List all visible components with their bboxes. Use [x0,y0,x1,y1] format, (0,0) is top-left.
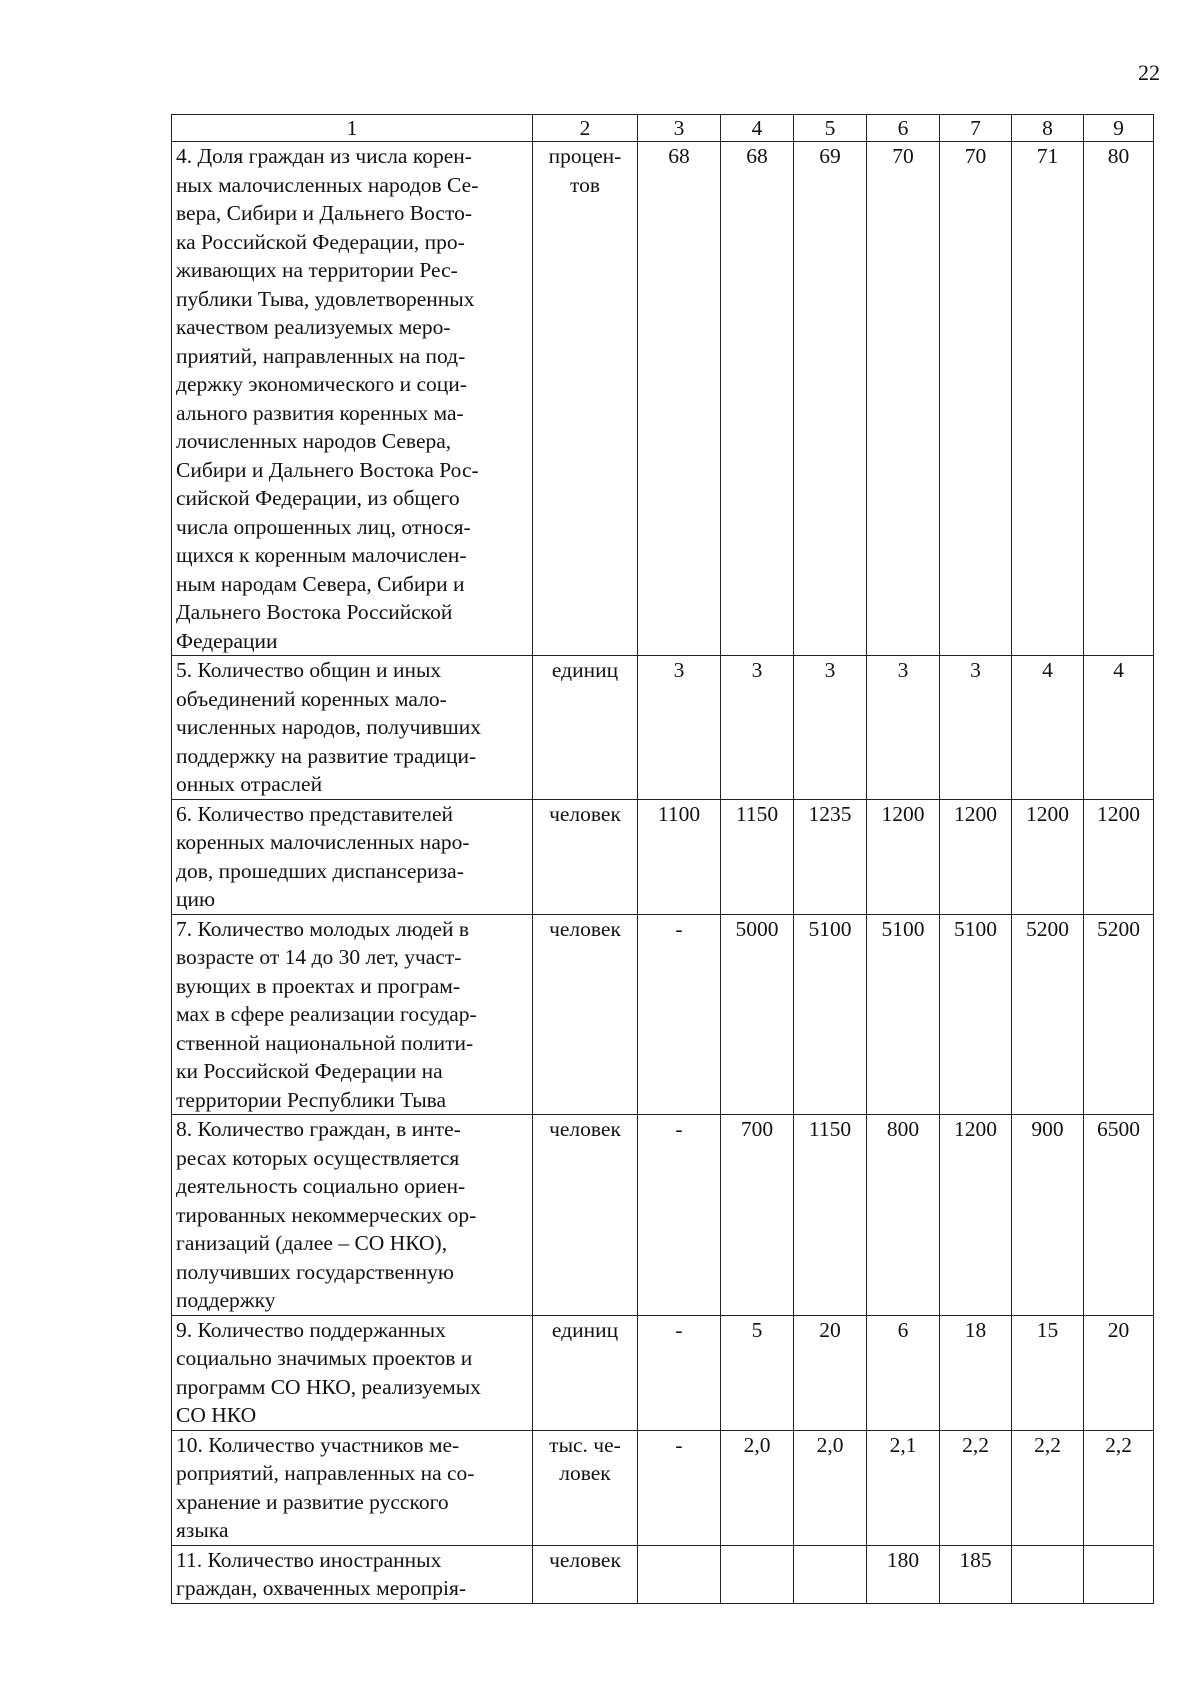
column-number: 2 [533,115,638,142]
value-cell: 3 [794,656,867,800]
page-number: 22 [1138,60,1160,85]
value-cell: 5200 [1012,914,1084,1115]
unit-cell [533,1115,638,1316]
indicator-name-line: цию [176,887,216,911]
value-cell: 5100 [794,914,867,1115]
indicator-name-line: Сибири и Дальнего Востока Рос- [176,457,479,482]
indicator-name-line: возрасте от 14 до 30 лет, участ- [176,945,462,969]
value-cell: 68 [721,142,794,656]
unit-line: процен- [548,144,622,168]
value-cell: 5100 [940,914,1012,1115]
value-cell: 2,2 [1012,1430,1084,1545]
indicator-name-line: Федерации [176,628,278,653]
column-number: 1 [172,115,533,142]
value-cell: 185 [940,1545,1012,1603]
value-cell: 70 [867,142,940,656]
indicator-name-line: приятий, направленных на под- [176,343,466,368]
value-cell: 4 [1084,656,1154,800]
value-cell: 3 [940,656,1012,800]
indicator-name-line: роприятий, направленных на со- [176,1461,475,1485]
indicator-name-line: ным народам Севера, Сибири и [176,571,465,596]
table-row [172,142,1154,656]
indicator-name-line: 5. Количество общин и иных [176,658,442,682]
value-cell: 20 [794,1315,867,1430]
value-cell: 18 [940,1315,1012,1430]
value-cell: 4 [1012,656,1084,800]
indicator-name-line: Дальнего Востока Российской [176,600,453,624]
indicator-name-line: поддержку [176,1288,276,1312]
indicator-name-line: держку экономического и соци- [176,372,467,396]
table-row [172,799,1154,914]
unit-cell [533,799,638,914]
column-number: 5 [794,115,867,142]
indicator-name-line: числа опрошенных лиц, относя- [176,514,471,539]
indicator-name-cell [172,656,533,800]
indicator-name-line: языка [176,1518,229,1542]
indicator-name-line: получивших государственную [176,1259,454,1284]
value-cell: 6500 [1084,1115,1154,1316]
indicator-name-cell [172,1115,533,1316]
unit-line: тов [569,172,600,197]
indicator-name-line: 10. Количество участников ме- [176,1432,460,1457]
unit-cell [533,142,638,656]
table-row [172,1545,1154,1603]
unit-line: человек [549,1117,621,1141]
column-number: 6 [867,115,940,142]
indicator-name-cell [172,1430,533,1545]
indicator-name-line: граждан, охваченных меропрія- [176,1576,467,1600]
indicator-name-line: ственной национальной полити- [176,1030,474,1055]
indicator-name-line: ных малочисленных народов Се- [176,172,479,197]
value-cell: 80 [1084,142,1154,656]
indicator-name-line: 7. Количество молодых людей в [176,916,470,941]
unit-line: единиц [551,658,619,682]
value-cell: 3 [638,656,721,800]
indicator-name-line: дов, прошедших диспансериза- [176,858,464,883]
value-cell: 3 [721,656,794,800]
value-cell: 70 [940,142,1012,656]
indicator-name-cell [172,1545,533,1603]
value-cell: 20 [1084,1315,1154,1430]
value-cell: 1150 [794,1115,867,1316]
value-cell [794,1545,867,1603]
indicator-name-line: 4. Доля граждан из числа корен- [176,144,472,168]
unit-line: человек [549,801,621,826]
value-cell: 1200 [1084,799,1154,914]
value-cell [721,1545,794,1603]
value-cell [1084,1545,1154,1603]
value-cell: 1200 [940,799,1012,914]
value-cell: 1200 [867,799,940,914]
column-number: 3 [638,115,721,142]
column-number: 7 [940,115,1012,142]
unit-cell [533,1430,638,1545]
value-cell: 2,2 [940,1430,1012,1545]
table-row [172,1315,1154,1430]
column-number: 8 [1012,115,1084,142]
indicator-name-line: 9. Количество поддержанных [176,1317,446,1342]
indicator-name-line: ки Российской Федерации на [176,1059,443,1083]
column-number: 9 [1084,115,1154,142]
unit-line: тыс. че- [549,1432,621,1457]
indicator-name-line: территории Республики Тыва [176,1087,447,1112]
value-cell: 1235 [794,799,867,914]
value-cell: 700 [721,1115,794,1316]
value-cell: 68 [638,142,721,656]
table-row [172,1115,1154,1316]
indicator-name-line: СО НКО [176,1403,257,1427]
value-cell: - [638,1430,721,1545]
value-cell: - [638,1315,721,1430]
unit-cell [533,656,638,800]
indicator-name-line: ального развития коренных ма- [176,400,464,425]
indicator-name-line: живающих на территории Рес- [176,258,458,282]
indicator-name-line: лочисленных народов Севера, [176,429,452,453]
indicator-name-cell [172,799,533,914]
value-cell: 2,2 [1084,1430,1154,1545]
column-number-row [172,115,1154,142]
indicator-name-line: ка Российской Федерации, про- [176,229,465,254]
indicator-name-line: объединений коренных мало- [176,686,447,711]
value-cell [1012,1545,1084,1603]
table-row [172,1430,1154,1545]
unit-cell [533,1545,638,1603]
value-cell: 5000 [721,914,794,1115]
indicator-name-line: 11. Количество иностранных [176,1547,442,1572]
indicator-name-line: сийской Федерации, из общего [176,486,460,510]
value-cell: - [638,914,721,1115]
value-cell: 1200 [1012,799,1084,914]
value-cell: 1150 [721,799,794,914]
indicator-name-line: вера, Сибири и Дальнего Восто- [176,201,472,225]
indicator-name-cell [172,142,533,656]
value-cell: 2,1 [867,1430,940,1545]
indicator-name-line: 6. Количество представителей [176,801,454,826]
indicator-name-line: коренных малочисленных наро- [176,830,470,854]
indicator-name-line: мах в сфере реализации государ- [176,1002,477,1026]
column-number: 4 [721,115,794,142]
value-cell: 5100 [867,914,940,1115]
unit-line: человек [549,1547,621,1572]
indicator-name-line: тированных некоммерческих ор- [176,1202,477,1227]
value-cell: 15 [1012,1315,1084,1430]
unit-line: единиц [551,1317,619,1342]
value-cell: 1100 [638,799,721,914]
value-cell: 3 [867,656,940,800]
value-cell: 180 [867,1545,940,1603]
value-cell: - [638,1115,721,1316]
value-cell: 1200 [940,1115,1012,1316]
value-cell [638,1545,721,1603]
indicator-name-line: онных отраслей [176,772,323,796]
value-cell: 900 [1012,1115,1084,1316]
value-cell: 2,0 [794,1430,867,1545]
indicator-name-line: 8. Количество граждан, в инте- [176,1117,461,1141]
indicators-table [171,114,1154,1604]
indicator-name-cell [172,1315,533,1430]
unit-line: человек [549,916,621,941]
value-cell: 71 [1012,142,1084,656]
indicator-name-line: социально значимых проектов и [176,1346,473,1370]
value-cell: 69 [794,142,867,656]
indicator-name-line: ресах которых осуществляется [176,1145,460,1170]
indicator-name-line: публики Тыва, удовлетворенных [176,286,475,311]
unit-cell [533,914,638,1115]
unit-cell [533,1315,638,1430]
indicator-name-line: качеством реализуемых меро- [176,315,451,339]
value-cell: 5 [721,1315,794,1430]
table-row [172,656,1154,800]
indicator-name-line: поддержку на развитие традици- [176,743,477,768]
value-cell: 2,0 [721,1430,794,1545]
value-cell: 6 [867,1315,940,1430]
indicator-name-line: вующих в проектах и програм- [176,973,461,998]
indicator-name-line: хранение и развитие русского [176,1489,449,1514]
indicator-name-line: программ СО НКО, реализуемых [176,1374,481,1399]
table-row [172,914,1154,1115]
unit-line: ловек [559,1461,611,1485]
value-cell: 800 [867,1115,940,1316]
value-cell: 5200 [1084,914,1154,1115]
indicator-name-line: деятельность социально ориен- [176,1174,466,1198]
indicator-name-cell [172,914,533,1115]
indicator-name-line: ганизаций (далее – СО НКО), [176,1231,448,1255]
indicator-name-line: щихся к коренным малочислен- [176,543,467,567]
indicator-name-line: численных народов, получивших [176,715,481,739]
